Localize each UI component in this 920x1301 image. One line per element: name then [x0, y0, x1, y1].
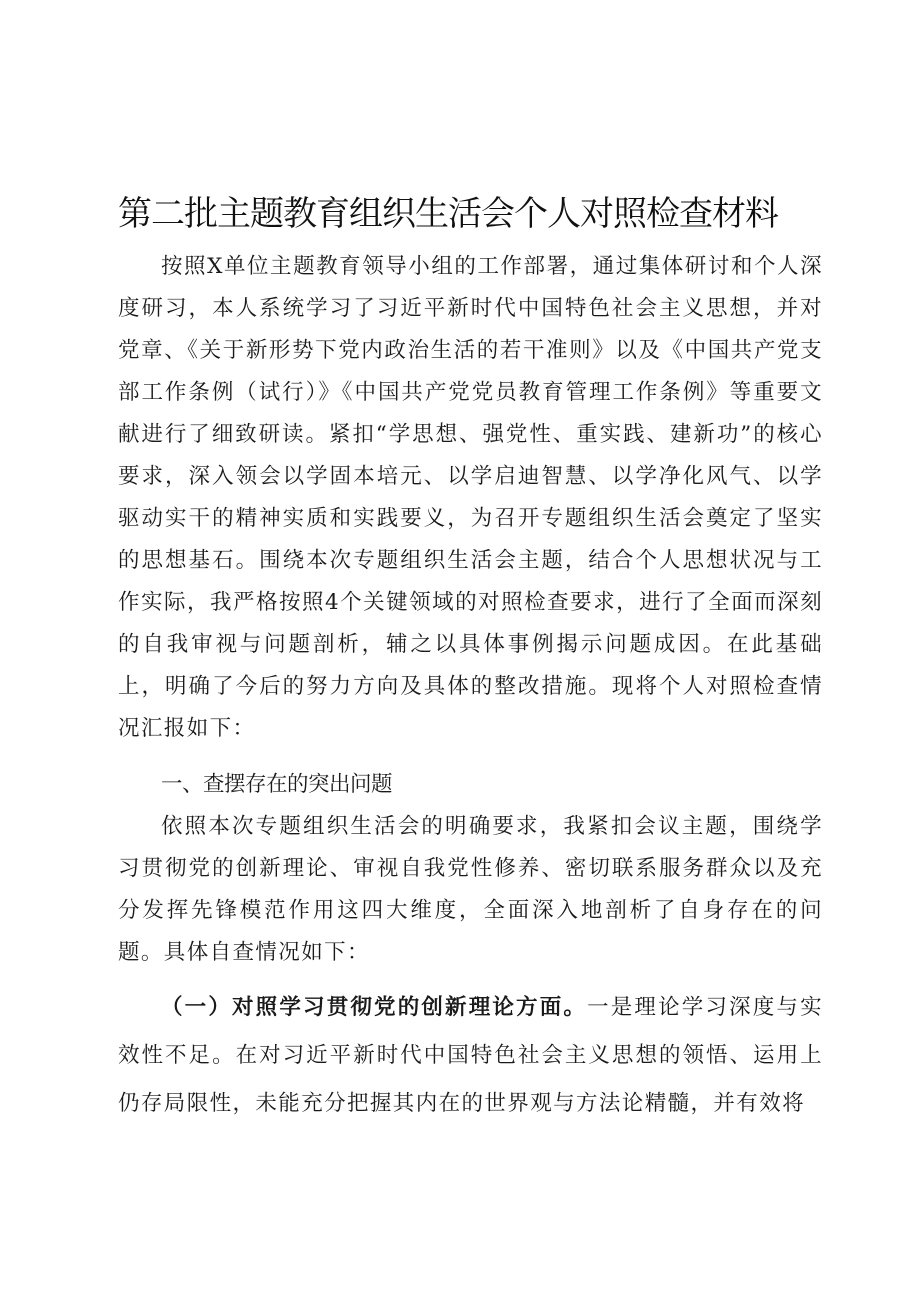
subsection-lead: （一）对照学习贯彻党的创新理论方面。	[161, 995, 588, 1020]
document-title: 第二批主题教育组织生活会个人对照检查材料	[118, 194, 778, 234]
intro-paragraph: 按照X单位主题教育领导小组的工作部署，通过集体研讨和个人深度研习，本人系统学习了习近平新时代中国特色社会主义思想，并对党章、《关于新形势下党内政治生活的若干准则》以及《中国共产党支部工作条例（试行）》《中国共产党党员教育管理工作条例》等重要文献进行了细致研读。紧扣“学思想、强党性、重实践、建新功”的核心要求，深入领会以学固本培元、以学启迪智慧、以学净化风气、以学驱动实干的精神实质和实践要义，为召开专题组织生活会奠定了坚实的思想基石。围绕本次专题组织生活会主题，结合个人思想状况与工作实际，我严格按照4个关键领域的对照检查要求，进行了全面而深刻的自我审视与问题剖析，辅之以具体事例揭示问题成因。在此基础上，明确了今后的努力方向及具体的整改措施。现将个人对照检查情况汇报如下：	[118, 254, 823, 741]
subsection-text: 一是理论学习深度与实效性不足。在对习近平新时代中国特色社会主义思想的领悟、运用上仍存局限性，未能充分把握其内在的世界观与方法论精髓，并有效将	[118, 995, 823, 1116]
subsection-paragraph	[118, 984, 823, 1128]
section-paragraph: 依照本次专题组织生活会的明确要求，我紧扣会议主题，围绕学习贯彻党的创新理论、审视自我党性修养、密切联系服务群众以及充分发挥先锋模范作用这四大维度，全面深入地剖析了自身存在的问题。具体自查情况如下：	[118, 814, 823, 965]
section-heading: 一、查摆存在的突出问题	[161, 772, 393, 797]
